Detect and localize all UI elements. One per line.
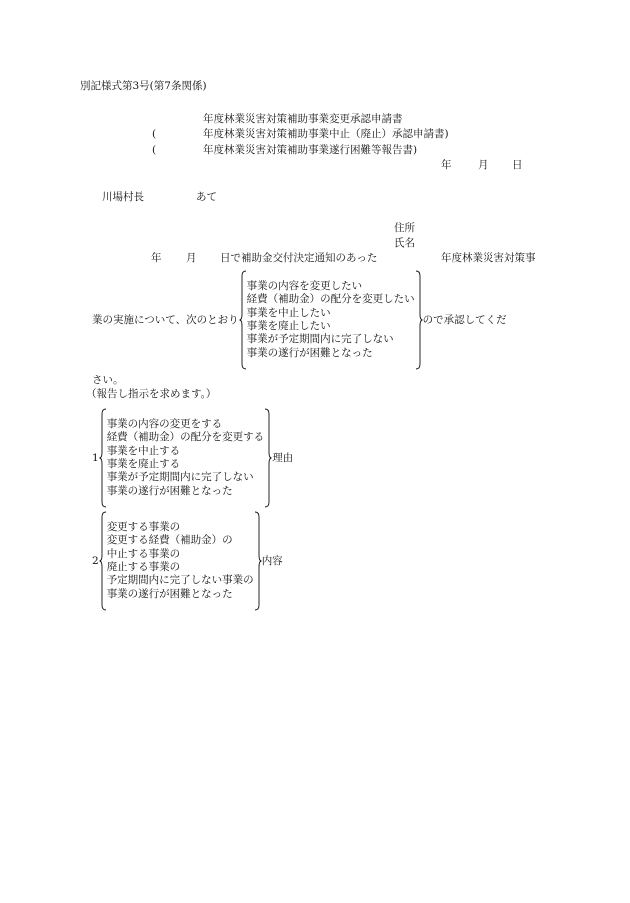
list-item: 事業を廃止する: [106, 458, 181, 470]
applicant-name-label: 氏名: [394, 237, 415, 249]
body-tail-text: ので承認してくだ: [422, 313, 507, 326]
title-paren-open: (: [152, 144, 157, 156]
section-content: [92, 511, 283, 611]
body-project-text: 年度林業災害対策事: [441, 252, 536, 264]
title-suspension-approval: 年度林業災害対策補助事業中止（廃止）承認申請書): [203, 128, 449, 140]
list-item: 中止する事業の: [106, 547, 181, 560]
list-item: 事業の遂行が困難となった: [106, 484, 233, 497]
left-brace-icon: [99, 511, 107, 611]
list-item: 変更する経費（補助金）の: [106, 534, 233, 547]
request-options-block: [92, 270, 507, 370]
right-brace-icon: [415, 270, 423, 370]
list-item: 事業が予定期間内に完了しない: [106, 471, 254, 484]
addressee-suffix: あて: [196, 191, 217, 203]
list-item: 事業の遂行が困難となった: [246, 346, 373, 359]
list-item: 予定期間内に完了しない事業の: [106, 574, 254, 587]
list-item: 変更する事業の: [106, 521, 181, 534]
title-difficulty-report: 年度林業災害対策補助事業遂行困難等報告書): [203, 144, 418, 156]
list-item: 事業の内容の変更をする: [106, 418, 223, 431]
body-notice-text: 日で補助金交付決定通知のあった: [220, 252, 378, 264]
addressee-name: 川場村長: [102, 191, 144, 203]
list-item: 経費（補助金）の配分を変更する: [106, 431, 265, 444]
title-paren-open: (: [152, 128, 157, 140]
section-suffix: 理由: [272, 451, 294, 464]
form-number: 別記様式第3号(第7条関係): [80, 80, 207, 92]
right-brace-icon: [254, 511, 262, 611]
list-item: 事業を中止したい: [246, 306, 331, 319]
body-closing-text: さい。: [92, 374, 124, 386]
list-item: 事業を廃止したい: [246, 320, 331, 332]
date-month-label: 月: [478, 159, 489, 171]
list-item: 経費（補助金）の配分を変更したい: [246, 293, 415, 306]
report-note: （報告し指示を求めます。）: [86, 388, 217, 400]
section-number: 2: [92, 554, 99, 567]
list-item: 廃止する事業の: [106, 561, 181, 573]
list-item: 事業が予定期間内に完了しない: [246, 333, 394, 346]
left-brace-icon: [99, 408, 107, 508]
date-year-label: 年: [441, 159, 452, 171]
applicant-address-label: 住所: [394, 222, 415, 234]
body-month-label: 月: [186, 252, 197, 264]
date-day-label: 日: [512, 159, 523, 171]
body-year-label: 年: [151, 252, 162, 264]
content-list: [107, 521, 254, 601]
left-brace-icon: [239, 270, 247, 370]
body-lead-text: 業の実施について、次のとおり: [92, 313, 239, 326]
section-number: 1: [92, 451, 99, 464]
list-item: 事業の内容を変更したい: [246, 280, 363, 293]
request-options-list: [247, 280, 415, 360]
list-item: 事業の遂行が困難となった: [106, 587, 233, 600]
right-brace-icon: [264, 408, 272, 508]
list-item: 事業を中止する: [106, 444, 181, 457]
section-reason: [92, 408, 293, 508]
section-suffix: 内容: [261, 554, 283, 567]
reason-list: [107, 418, 265, 498]
title-change-approval: 年度林業災害対策補助事業変更承認申請書: [203, 113, 403, 125]
